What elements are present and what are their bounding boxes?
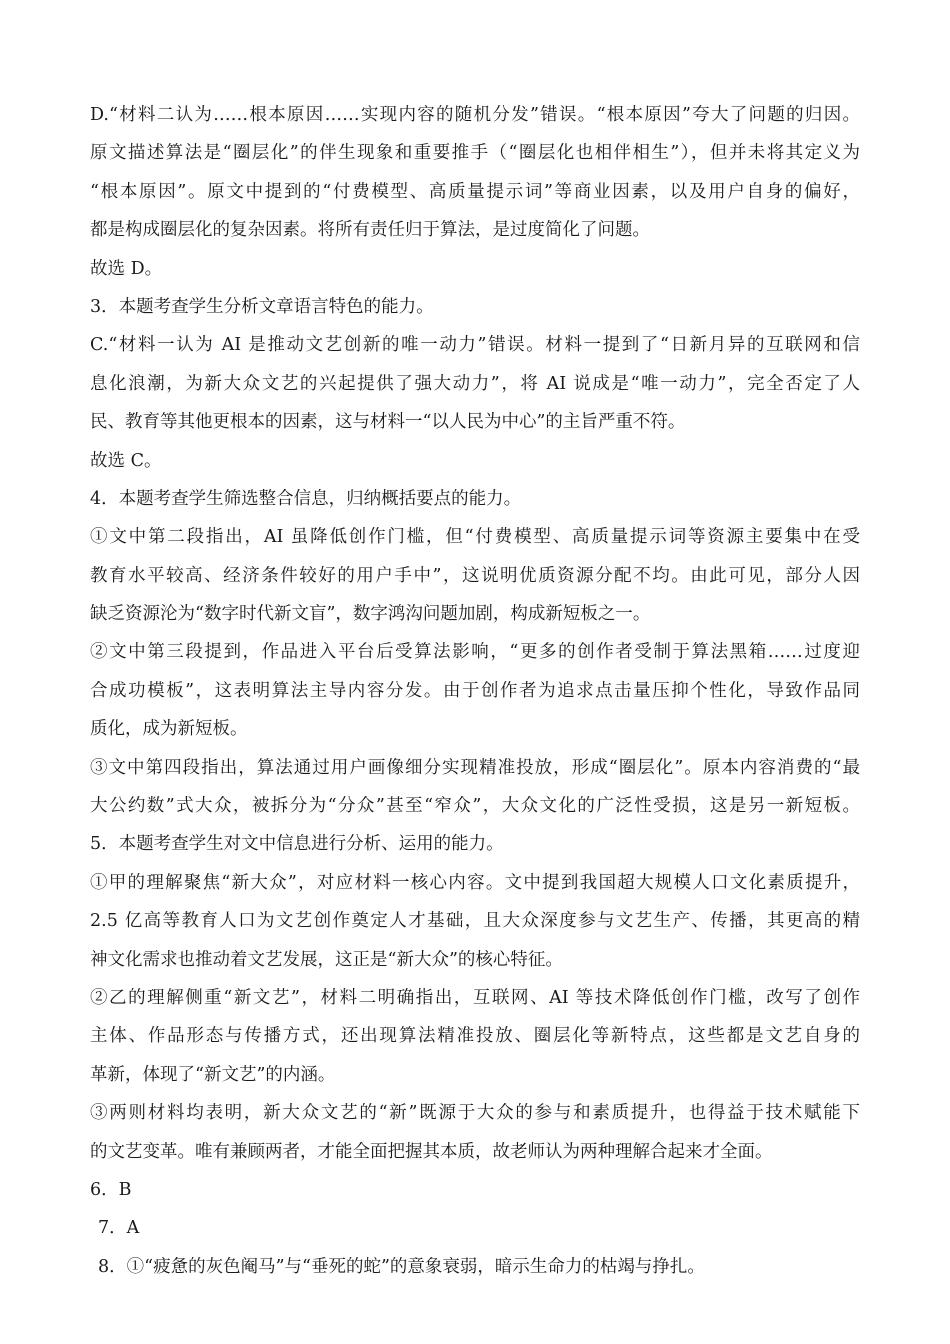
text-line: 民、教育等其他更根本的因素，这与材料一“以人民为中心”的主旨严重不符。 <box>90 412 686 433</box>
text-line: 息化浪潮，为新大众文艺的兴起提供了强大动力”，将 AI 说成是“唯一动力”，完全否定了人 <box>90 373 860 394</box>
text-line: C.“材料一认为 AI 是推动文艺创新的唯一动力”错误。材料一提到了“日新月异的互联网和信 <box>90 335 860 356</box>
answer-text-block <box>90 96 860 1286</box>
text-line: 故选 D。 <box>90 258 163 279</box>
text-line: 教育水平较高、经济条件较好的用户手中”，这说明优质资源分配不均。由此可见，部分人因 <box>90 565 860 586</box>
text-line: 主体、作品形态与传播方式，还出现算法精准投放、圈层化等新特点，这些都是文艺自身的 <box>90 1026 860 1047</box>
text-line: 都是构成圈层化的复杂因素。将所有责任归于算法，是过度简化了问题。 <box>90 220 650 241</box>
text-line: 合成功模板”，这表明算法主导内容分发。由于创作者为追求点击量压抑个性化，导致作品同 <box>90 680 860 701</box>
text-line: 2.5 亿高等教育人口为文艺创作奠定人才基础，且大众深度参与文艺生产、传播，其更高的精 <box>90 911 860 932</box>
answer-7: 7．A <box>98 1218 140 1239</box>
text-line: ③文中第四段指出，算法通过用户画像细分实现精准投放，形成“圈层化”。原本内容消费的“最 <box>90 757 860 778</box>
text-line: 缺乏资源沦为“数字时代新文盲”，数字鸿沟问题加剧，构成新短板之一。 <box>90 604 651 625</box>
text-line: ②文中第三段提到，作品进入平台后受算法影响，“更多的创作者受制于算法黑箱……过度迎 <box>90 642 860 663</box>
text-line: 质化，成为新短板。 <box>90 719 248 740</box>
text-line: 大公约数”式大众，被拆分为“分众”甚至“窄众”，大众文化的广泛性受损，这是另一新短板。 <box>90 796 860 817</box>
answer-6: 6．B <box>90 1179 132 1200</box>
text-line: 原文描述算法是“圈层化”的伴生现象和重要推手（“圈层化也相伴相生”），但并未将其定义为 <box>90 143 860 164</box>
question-heading: 5．本题考查学生对文中信息进行分析、运用的能力。 <box>90 834 504 855</box>
question-heading: 4．本题考查学生筛选整合信息，归纳概括要点的能力。 <box>90 488 522 509</box>
answer-8: 8．①“疲惫的灰色阉马”与“垂死的蛇”的意象衰弱，暗示生命力的枯竭与挣扎。 <box>98 1256 705 1277</box>
text-line: ①甲的理解聚焦“新大众”，对应材料一核心内容。文中提到我国超大规模人口文化素质提升， <box>90 872 860 893</box>
text-line: ③两则材料均表明，新大众文艺的“新”既源于大众的参与和素质提升，也得益于技术赋能下 <box>90 1103 860 1124</box>
text-line: ②乙的理解侧重“新文艺”，材料二明确指出，互联网、AI 等技术降低创作门槛，改写了创作 <box>90 987 860 1008</box>
question-heading: 3．本题考查学生分析文章语言特色的能力。 <box>90 296 434 317</box>
text-line: 的文艺变革。唯有兼顾两者，才能全面把握其本质，故老师认为两种理解合起来才全面。 <box>90 1141 773 1162</box>
text-line: 故选 C。 <box>90 450 162 471</box>
text-line: “根本原因”。原文中提到的“付费模型、高质量提示词”等商业因素，以及用户自身的偏好， <box>90 181 860 202</box>
text-line: ①文中第二段指出，AI 虽降低创作门槛，但“付费模型、高质量提示词等资源主要集中在受 <box>90 527 860 548</box>
text-line: 革新，体现了“新文艺”的内涵。 <box>90 1064 336 1085</box>
text-line: D.“材料二认为……根本原因……实现内容的随机分发”错误。“根本原因”夸大了问题的归因。 <box>90 105 860 125</box>
text-line: 神文化需求也推动着文艺发展，这正是“新大众”的核心特征。 <box>90 949 563 970</box>
